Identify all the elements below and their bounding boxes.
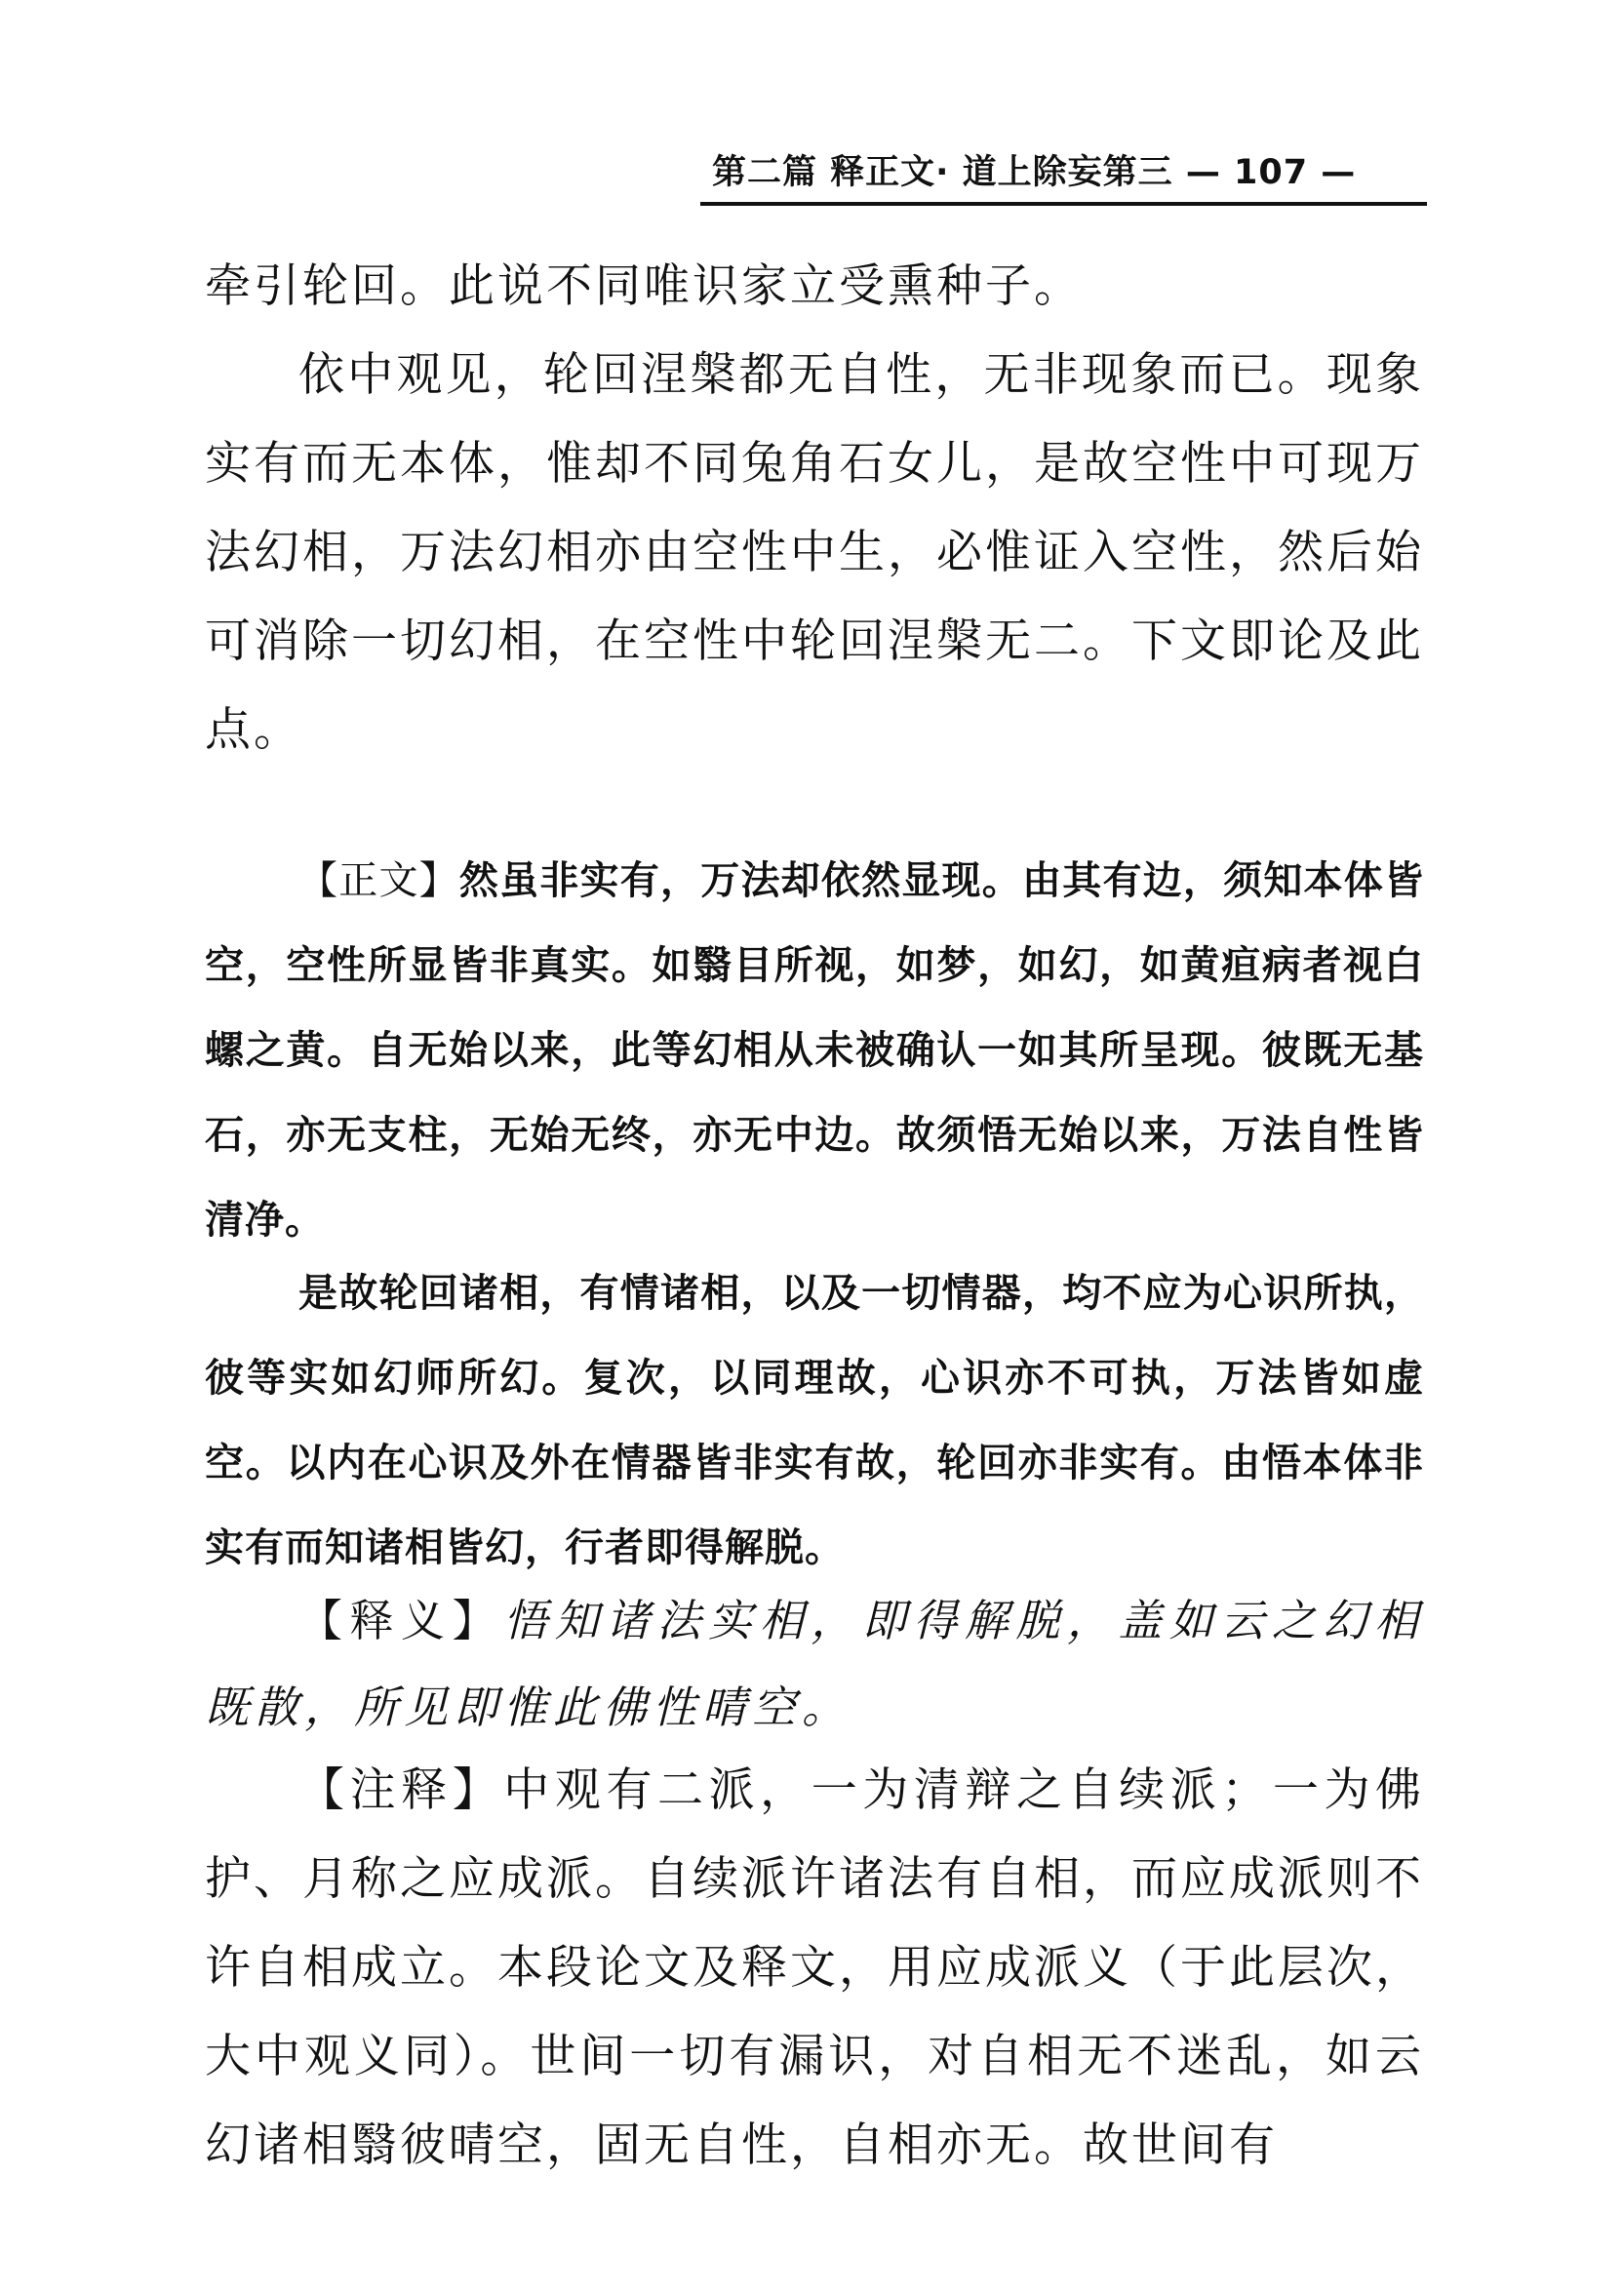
paragraph-root-text [205, 839, 1424, 1263]
paragraph-root-text-continued [205, 1251, 1424, 1591]
paragraph-text: 是故轮回诸相，有情诸相，以及一切情器，均不应为心识所执，彼等实如幻师所幻。复次，以同理故，心识亦不可执，万法皆如虚空。以内在心识及外在情器皆非实有故，轮回亦非实有。由悟本体非实有而知诸相皆幻，行者即得解脱。 [205, 1271, 1424, 1570]
paragraph-text: 悟知诸法实相，即得解脱，盖如云之幻相既散，所见即惟此佛性晴空。 [205, 1595, 1424, 1733]
paragraph-continuation [205, 242, 1424, 331]
paragraph-commentary [205, 331, 1424, 774]
paragraph-explanation [205, 1577, 1424, 1751]
paragraph-text: 中观有二派，一为清辩之自续派；一为佛护、月称之应成派。自续派许诸法有自相，而应成派则不许自相成立。本段论文及释文，用应成派义（于此层次，大中观义同）。世间一切有漏识，对自相无不迷乱，如云幻诸相翳彼晴空，固无自性，自相亦无。故世间有 [205, 1763, 1425, 2172]
paragraph-text: 然虽非实有，万法却依然显现。由其有边，须知本体皆空，空性所显皆非真实。如翳目所视，如梦，如幻，如黄疸病者视白螺之黄。自无始以来，此等幻相从未被确认一如其所呈现。彼既无基石，亦无支柱，无始无终，亦无中边。故须悟无始以来，万法自性皆清净。 [205, 858, 1425, 1243]
header-rule [700, 202, 1427, 206]
paragraph-annotation [205, 1746, 1424, 2190]
section-label: 【释义】 [298, 1595, 504, 1646]
section-label: 【注释】 [298, 1763, 504, 1817]
section-label: 【正文】 [298, 858, 459, 903]
running-header: 第二篇 释正文· 道上除妄第三 — 107 — [712, 153, 1357, 192]
paragraph-text: 牵引轮回。此说不同唯识家立受熏种子。 [205, 259, 1083, 313]
paragraph-text: 依中观见，轮回涅槃都无自性，无非现象而已。现象实有而无本体，惟却不同兔角石女儿，是故空性中可现万法幻相，万法幻相亦由空性中生，必惟证入空性，然后始可消除一切幻相，在空性中轮回涅槃无二。下文即论及此点。 [205, 348, 1424, 757]
